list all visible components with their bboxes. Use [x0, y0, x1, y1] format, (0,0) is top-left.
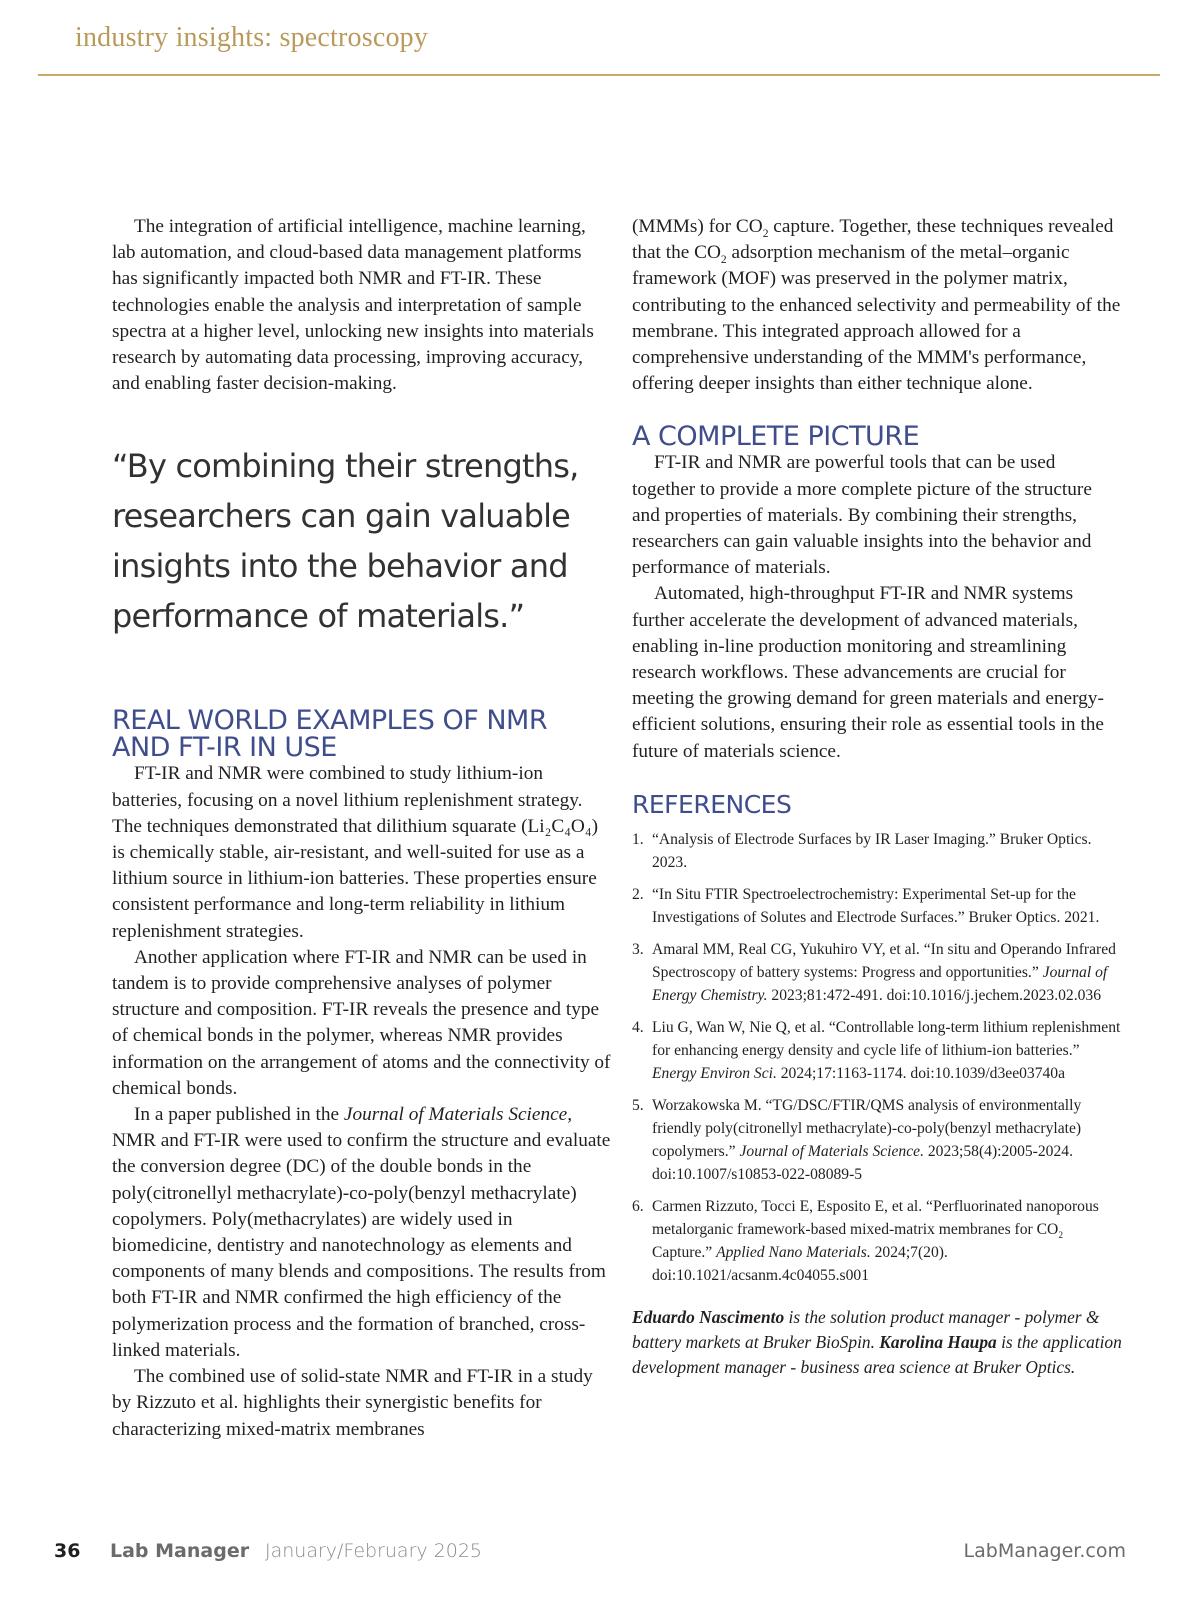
- reference-item: 3. Amaral MM, Real CG, Yukuhiro VY, et al. “In situ and Operando Infrared Spectroscopy of battery systems: Progress and opportunities.” Journal of Energy Chemistry. 2023;81:472-491. doi:10.1016/j.jechem.2023.02.036: [632, 940, 1116, 1004]
- body-paragraph: In a paper published in the Journal of Materials Science, NMR and FT-IR were used to confirm the structure and evaluate the conversion degree (DC) of the double bonds in the poly(citronellyl methacrylate)-co-poly(benzyl methacrylate) copolymers. Poly(methacrylates) are widely used in biomedicine, dentistry and nanotechnology as elements and components of many blends and compositions. The results from both FT-IR and NMR confirmed the high efficiency of the polymerization process and the formation of branched, cross-linked materials.: [112, 1104, 611, 1361]
- heading-complete-picture: A COMPLETE PICTURE: [632, 421, 920, 453]
- body-paragraph: The combined use of solid-state NMR and FT-IR in a study by Rizzuto et al. highlights their synergistic benefits for characterizing mixed-matrix membranes: [112, 1366, 593, 1440]
- reference-item: 2. “In Situ FTIR Spectroelectrochemistry: Experimental Set-up for the Investigations of Solutes and Electrode Surfaces.” Bruker Optics. 2021.: [632, 885, 1100, 926]
- page-footer: [0, 1540, 1200, 1580]
- body-paragraph: Automated, high-throughput FT-IR and NMR systems further accelerate the development of advanced materials, enabling in-line production monitoring and streamlining research workflows. These advancements are crucial for meeting the growing demand for green materials and energy-efficient solutions, ensuring their role as essential tools in the future of materials science.: [632, 583, 1104, 762]
- issue-date: January/February 2025: [265, 1540, 483, 1562]
- reference-item: 1. “Analysis of Electrode Surfaces by IR Laser Imaging.” Bruker Optics. 2023.: [632, 830, 1092, 871]
- right-column: [632, 214, 1122, 1380]
- author-bio: Eduardo Nascimento is the solution product manager - polymer & battery markets at Bruker BioSpin. Karolina Haupa is the application development manager - business area science at Bruker Optics.: [632, 1306, 1122, 1377]
- body-paragraph: FT-IR and NMR are powerful tools that can be used together to provide a more complete picture of the structure and properties of materials. By combining their strengths, researchers can gain valuable insights into the behavior and performance of materials.: [632, 452, 1092, 579]
- pull-quote: “By combining their strengths, researchers can gain valuable insights into the behavior and performance of materials.”: [112, 447, 579, 636]
- heading-real-world-examples: REAL WORLD EXAMPLES OF NMR AND FT-IR IN USE: [112, 705, 548, 764]
- body-paragraph: FT-IR and NMR were combined to study lithium-ion batteries, focusing on a novel lithium replenishment strategy. The techniques demonstrated that dilithium squarate (Li₂C₄O₄) is chemically stable, air-resistant, and well-suited for use as a lithium source in lithium-ion batteries. These properties ensure consistent performance and long-term reliability in lithium replenishment strategies.: [112, 763, 599, 942]
- left-column: [112, 214, 612, 1443]
- page-header: [38, 14, 1160, 76]
- intro-paragraph: The integration of artificial intelligence, machine learning, lab automation, and cloud-based data management platforms has significantly impacted both NMR and FT-IR. These technologies enable the analysis and interpretation of sample spectra at a higher level, unlocking new insights into materials research by automating data processing, improving accuracy, and enabling faster decision-making.: [112, 216, 594, 395]
- section-title: industry insights: spectroscopy: [75, 22, 429, 53]
- journal-title: Journal of Materials Science,: [343, 1104, 573, 1126]
- reference-item: 6. Carmen Rizzuto, Tocci E, Esposito E, et al. “Perfluorinated nanoporous metalorganic framework-based mixed-matrix membranes for $CO_2$ Capture.” Applied Nano Materials. 2024;7(20). doi:10.1021/acsanm.4c04055.s001: [632, 1197, 1099, 1284]
- heading-references: REFERENCES: [632, 789, 792, 819]
- reference-item: 4. Liu G, Wan W, Nie Q, et al. “Controllable long-term lithium replenishment for enhancing energy density and cycle life of lithium-ion batteries.” Energy Environ Sci. 2024;17:1163-1174. doi:10.1039/d3ee03740a: [632, 1018, 1121, 1082]
- magazine-name: Lab Manager: [110, 1540, 250, 1562]
- page-number: 36: [54, 1540, 81, 1562]
- body-paragraph: Another application where FT-IR and NMR can be used in tandem is to provide comprehensive analyses of polymer structure and composition. FT-IR reveals the presence and type of chemical bonds in the polymer, whereas NMR provides information on the arrangement of atoms and the connectivity of chemical bonds.: [112, 946, 611, 1099]
- reference-item: 5. Worzakowska M. “TG/DSC/FTIR/QMS analysis of environmentally friendly poly(citronellyl methacrylate)-co-poly(benzyl methacrylate) copolymers.” Journal of Materials Science. 2023;58(4):2005-2024. doi:10.1007/s10853-022-08089-5: [632, 1096, 1082, 1183]
- references-list: [632, 828, 1122, 1287]
- author-name: Karolina Haupa: [879, 1331, 997, 1352]
- continued-paragraph: (MMMs) for $CO_2$ capture. Together, these techniques revealed that the $CO_2$ adsorption mechanism of the metal–organic framework (MOF) was preserved in the polymer matrix, contributing to the enhanced selectivity and permeability of the membrane. This integrated approach allowed for a comprehensive understanding of the MMM's performance, offering deeper insights than either technique alone.: [632, 216, 1121, 395]
- author-name: Eduardo Nascimento: [632, 1306, 785, 1327]
- website-link[interactable]: LabManager.com: [963, 1540, 1126, 1562]
